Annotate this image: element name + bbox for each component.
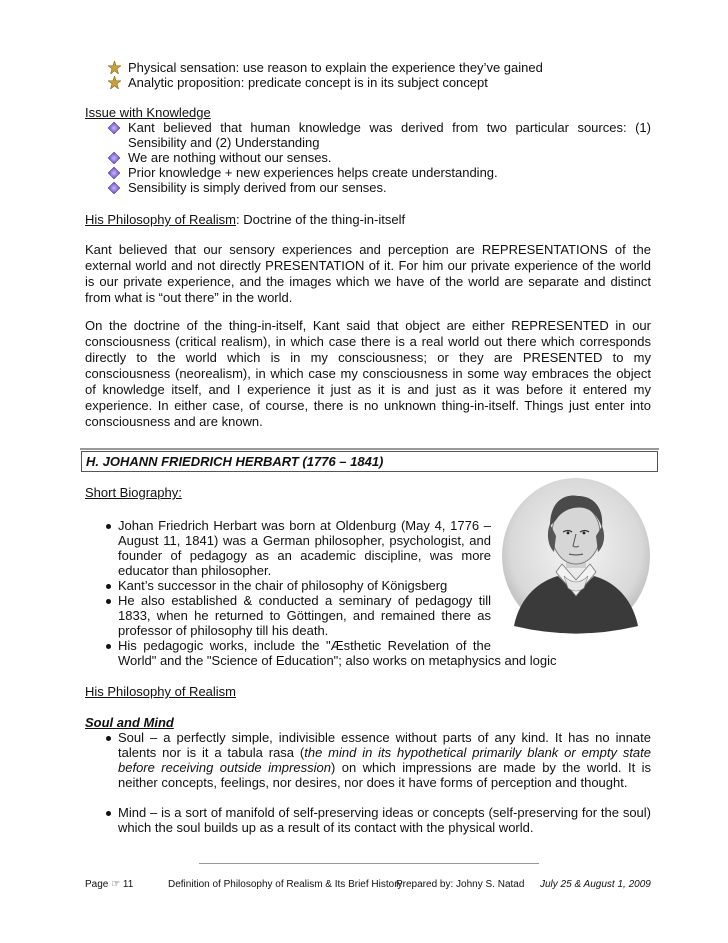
kant-para1-line: from what is “out there” in the world. [85,290,293,305]
bullet-dot [106,811,111,816]
kant-realism-heading-link: His Philosophy of Realism [85,212,237,227]
bio-item-4-line: His pedagogic works, include the "Æsthetic Revelation of the [118,638,491,653]
mind-line-2: which the soul builds up as a result of its contact with the physical world. [118,820,534,835]
bio-item-3-line: 1833, when he returned to Göttingen, and remained there as [118,608,491,623]
kant-para2-line: experience. In either case, of course, there is no unknown thing-in-itself. Things just enter into [85,398,651,413]
bullet-dot [106,644,111,649]
intro-bullet-physical: Physical sensation: use reason to explain the experience they’ve gained [128,60,543,75]
knowledge-heading: Issue with Knowledge [85,105,211,120]
bullet-dot [106,524,111,529]
footer-rule [199,863,539,864]
soul-line-3-italic: before receiving outside impression [118,760,331,775]
mind-line-1: Mind – is a sort of manifold of self-preserving ideas or concepts (self-preserving for the soul) [118,805,651,820]
bio-item-1-line: educator than philosopher. [118,563,272,578]
bio-item-1-line: Johan Friedrich Herbart was born at Oldenburg (May 4, 1776 – [118,518,491,533]
soul-line-3-text: ) on which impressions are made by the world. It is [330,760,651,775]
diamond-bullet-icon [108,122,120,134]
kant-realism-heading-rest: : Doctrine of the thing-in-itself [236,212,406,227]
kant-para2-line: directly to the world which is in my consciousness; or they are PRESENTED to my [85,350,651,365]
knowledge-item-1-line-2: Sensibility and (2) Understanding [128,135,320,150]
section-header-shadow [80,448,659,450]
footer-prepared-by: Prepared by: Johny S. Natad [396,879,525,890]
soul-line-4: neither concepts, feelings, nor desires, nor does it have forms of perception and thought. [118,775,628,790]
bio-item-2-line: Kant’s successor in the chair of philosophy of Königsberg [118,578,448,593]
bullet-dot [106,584,111,589]
diamond-bullet-icon [108,182,120,194]
soul-mind-heading: Soul and Mind [85,715,174,730]
footer-page [85,879,133,890]
pointer-hand-icon: ☞ [111,879,121,890]
diamond-bullet-icon [108,152,120,164]
kant-realism-heading [85,212,405,227]
kant-para2-line: On the doctrine of the thing-in-itself, Kant said that object are either REPRESENTED in our [85,318,651,333]
kant-para2-line: consciousness (neorealism), in which case my consciousness in some way embraces the object [85,366,651,381]
star-bullet-icon [108,61,121,74]
intro-bullet-analytic: Analytic proposition: predicate concept is in its subject concept [128,75,488,90]
soul-line-2-italic: the mind in its hypothetical primarily blank or empty state [304,745,652,760]
kant-para1-line: is our private experience, and the images which we have of the world are separate and distinct [85,274,651,289]
diamond-bullet-icon [108,167,120,179]
bullet-dot [106,736,111,741]
bio-item-1-line: founder of pedagogy as an academic discipline, was more [118,548,491,563]
footer-page-label: Page [85,879,109,890]
bio-item-3-line: He also established & conducted a seminary of pedagogy till [118,593,491,608]
herbart-section-title: H. JOHANN FRIEDRICH HERBART (1776 – 1841) [86,454,384,469]
bio-item-3-line: professor of philosophy till his death. [118,623,329,638]
footer-doc-title: Definition of Philosophy of Realism & Its Brief History [168,879,403,890]
soul-line-3 [118,760,651,775]
soul-line-2-text: talents nor is it a tabula rasa ( [118,745,305,760]
bio-item-1-line: August 11, 1841) was a German philosopher, psychologist, and [118,533,491,548]
knowledge-item-4: Sensibility is simply derived from our senses. [128,180,387,195]
kant-para2-line: consciousness (critical realism), in which case there is a real world out there which corresponds [85,334,651,349]
herbart-portrait [500,476,652,636]
bullet-dot [106,599,111,604]
kant-para2-line: of knowledge itself, and I experience it just as it is and just as it was before it entered my [85,382,651,397]
footer-dates: July 25 & August 1, 2009 [540,879,651,890]
kant-para2-line: consciousness and are known. [85,414,263,429]
footer-page-number: 11 [122,879,134,890]
soul-line-1: Soul – a perfectly simple, indivisible essence without parts of any kind. It has no innate [118,730,651,745]
knowledge-item-2: We are nothing without our senses. [128,150,332,165]
bio-item-4-line: World" and the "Science of Education"; also works on metaphysics and logic [118,653,557,668]
knowledge-item-1-line-1: Kant believed that human knowledge was derived from two particular sources: (1) [128,120,651,135]
kant-para1-line: Kant believed that our sensory experiences and perception are REPRESENTATIONS of the [85,242,651,257]
bio-heading: Short Biography: [85,485,182,500]
herbart-realism-heading: His Philosophy of Realism [85,684,237,699]
kant-para1-line: external world and not directly PRESENTATION of it. For him our private experience of the world [85,258,651,273]
soul-line-2 [118,745,651,760]
knowledge-item-3: Prior knowledge + new experiences helps create understanding. [128,165,498,180]
star-bullet-icon [108,76,121,89]
